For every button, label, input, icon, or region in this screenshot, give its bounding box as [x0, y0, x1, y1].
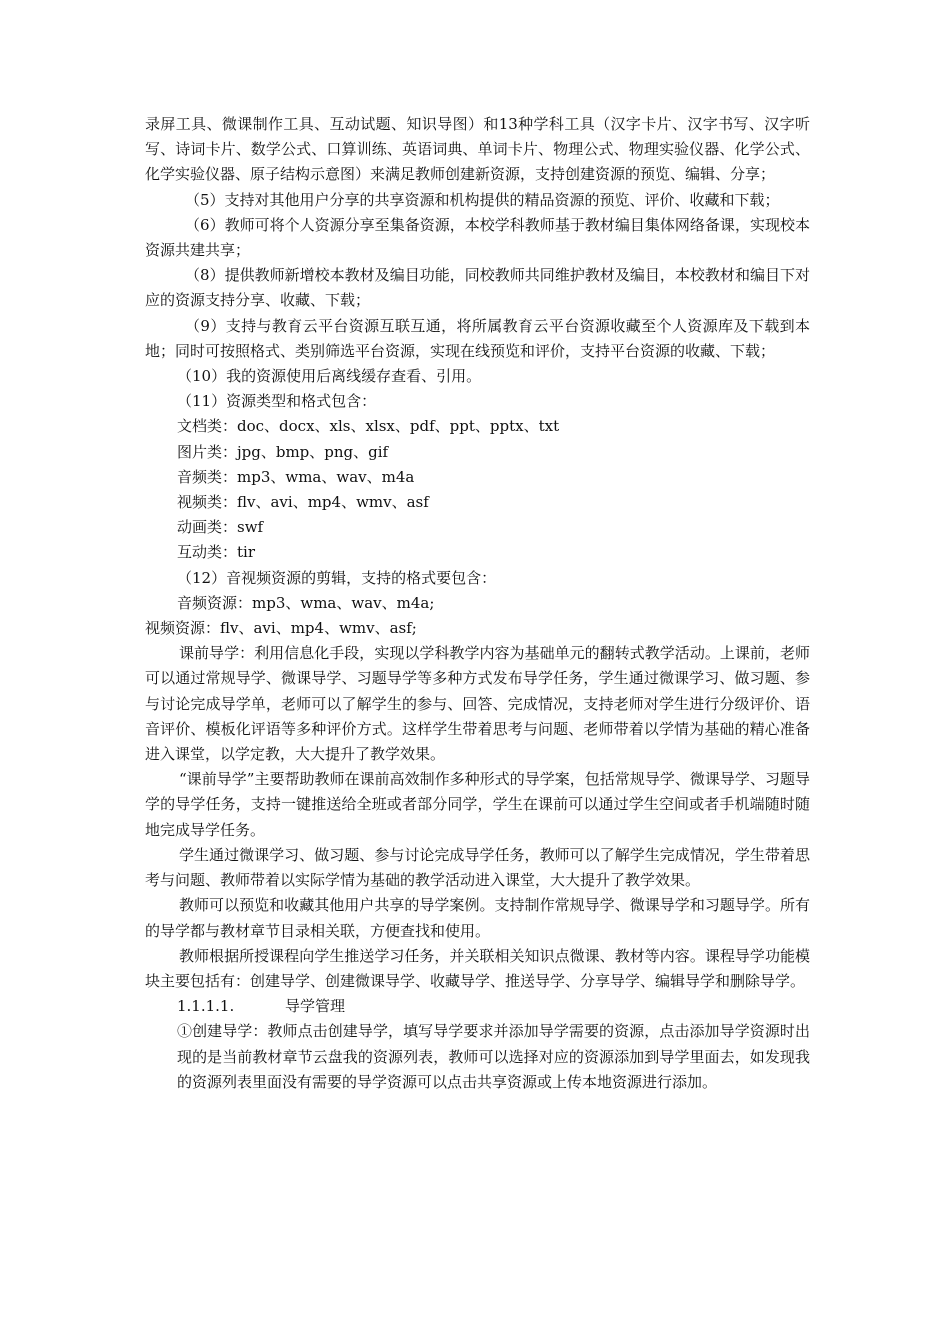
paragraph-preview-collect: 教师可以预览和收藏其他用户共享的导学案例。支持制作常规导学、微课导学和习题导学。所有的导学都与教材章节目录相关联，方便查找和使用。: [145, 896, 810, 940]
format-animation: 动画类：swf: [177, 518, 264, 537]
format-images: 图片类：jpg、bmp、png、gif: [177, 442, 389, 461]
paragraph-item-6: （6）教师可将个人资源分享至集备资源，本校学科教师基于教材编目集体网络备课，实现校本资源共建共享；: [145, 215, 810, 260]
format-documents: 文档类：doc、docx、xls、xlsx、pdf、ppt、pptx、txt: [177, 417, 560, 436]
paragraph-preclass-guide: 课前导学：利用信息化手段，实现以学科教学内容为基础单元的翻转式教学活动。上课前，老师可以通过常规导学、微课导学、习题导学等多种方式发布导学任务，学生通过微课学习、做习题、参与讨论完成导学单，老师可以了解学生的参与、回答、完成情况，支持老师对学生进行分级评价、语音评价、模板化评语等多种评价方式。这样学生带着思考与问题、老师带着以学情为基础的精心准备进入课堂，以学定教，大大提升了教学效果。: [145, 644, 810, 764]
edit-format-video: 视频资源：flv、avi、mp4、wmv、asf;: [145, 619, 417, 638]
paragraph-item-12: （12）音视频资源的剪辑，支持的格式要包含：: [177, 568, 497, 587]
paragraph-create-guide: ①创建导学：教师点击创建导学，填写导学要求并添加导学需要的资源，点击添加导学资源时出现的是当前教材章节云盘我的资源列表，教师可以选择对应的资源添加到导学里面去，如发现我的资源列表里面没有需要的导学资源可以点击共享资源或上传本地资源进行添加。: [177, 1022, 810, 1091]
section-title: 导学管理: [285, 997, 346, 1016]
format-video: 视频类：flv、avi、mp4、wmv、asf: [177, 493, 429, 512]
section-heading: [145, 994, 810, 1019]
paragraph-item-10: （10）我的资源使用后离线缓存查看、引用。: [177, 367, 482, 386]
document-page: [145, 112, 810, 1095]
paragraph-tools: 录屏工具、微课制作工具、互动试题、知识导图）和13种学科工具（汉字卡片、汉字书写、汉字听写、诗词卡片、数学公式、口算训练、英语词典、单词卡片、物理公式、物理实验仪器、化学公式、化学实验仪器、原子结构示意图）来满足教师创建新资源，支持创建资源的预览、编辑、分享；: [145, 115, 810, 184]
paragraph-guide-intro: “课前导学”主要帮助教师在课前高效制作多种形式的导学案，包括常规导学、微课导学、习题导学的导学任务，支持一键推送给全班或者部分同学，学生在课前可以通过学生空间或者手机端随时随地完成导学任务。: [145, 770, 810, 839]
paragraph-item-11: （11）资源类型和格式包含：: [177, 392, 377, 411]
edit-format-audio: 音频资源：mp3、wma、wav、m4a;: [177, 593, 435, 612]
paragraph-push-tasks: 教师根据所授课程向学生推送学习任务，并关联相关知识点微课、教材等内容。课程导学功能模块主要包括有：创建导学、创建微课导学、收藏导学、推送导学、分享导学、编辑导学和删除导学。: [145, 946, 810, 990]
format-interactive: 互动类：tir: [177, 543, 255, 562]
paragraph-item-9: （9）支持与教育云平台资源互联互通，将所属教育云平台资源收藏至个人资源库及下载到本地；同时可按照格式、类别筛选平台资源，实现在线预览和评价，支持平台资源的收藏、下载；: [145, 316, 810, 360]
paragraph-student-tasks: 学生通过微课学习、做习题、参与讨论完成导学任务，教师可以了解学生完成情况，学生带着思考与问题、教师带着以实际学情为基础的教学活动进入课堂，大大提升了教学效果。: [145, 845, 810, 890]
section-number: 1.1.1.1.: [177, 997, 235, 1016]
paragraph-item-8: （8）提供教师新增校本教材及编目功能，同校教师共同维护教材及编目，本校教材和编目下对应的资源支持分享、收藏、下载；: [145, 266, 810, 310]
paragraph-item-5: （5）支持对其他用户分享的共享资源和机构提供的精品资源的预览、评价、收藏和下载；: [185, 190, 780, 209]
format-audio: 音频类：mp3、wma、wav、m4a: [177, 467, 415, 486]
